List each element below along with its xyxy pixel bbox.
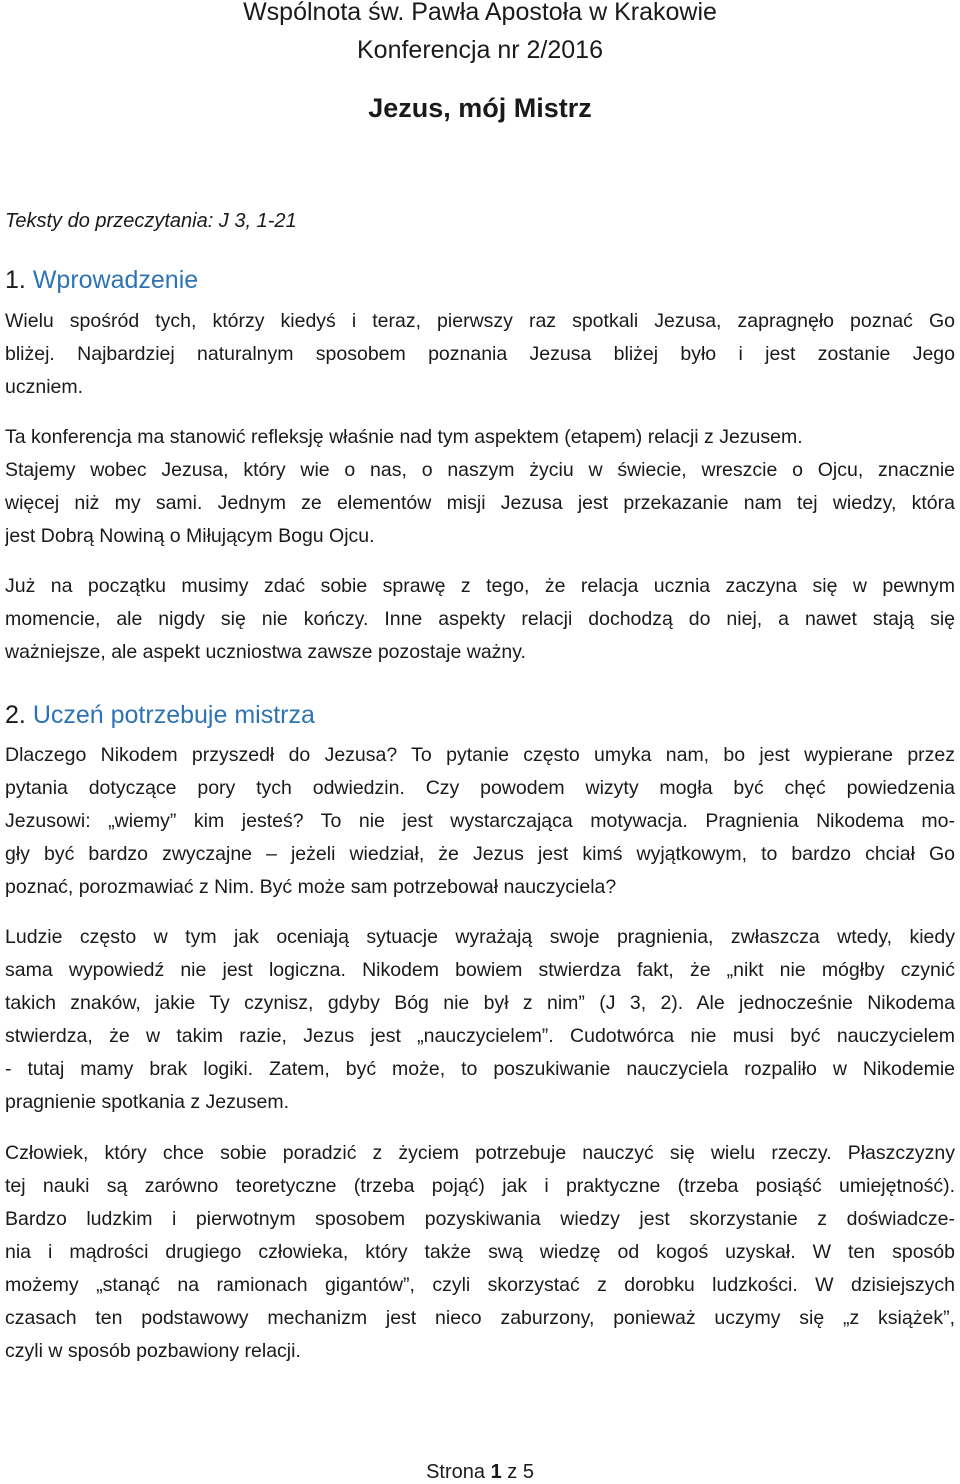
community-name: Wspólnota św. Pawła Apostoła w Krakowie [243,0,717,26]
text-line: momencie, ale nigdy się nie kończy. Inne aspekty relacji dochodzą do niej, a nawet stają się [5,608,955,630]
text-line: Dlaczego Nikodem przyszedł do Jezusa? To pytanie często umyka nam, bo jest wypierane przez [5,744,955,766]
paragraph [5,921,955,1119]
page-separator: z [507,1461,518,1483]
text-line: Wielu spośród tych, którzy kiedyś i teraz, pierwszy raz spotkali Jezusa, zapragnęło poznać Go [5,310,955,332]
text-line: takich znaków, jakie Ty czynisz, gdyby Bóg nie był z nim” (J 3, 2). Ale jednocześnie Nikodema [5,992,955,1014]
page-label: Strona [426,1461,485,1483]
text-line: Ludzie często w tym jak oceniają sytuacje wyrażają swoje pragnienia, zwłaszcza wtedy, kiedy [5,926,955,948]
total-pages: 5 [522,1461,534,1483]
text-line: sama wypowiedź nie jest logiczna. Nikodem bowiem stwierdza fakt, że „nikt nie mógłby czynić [5,959,955,981]
paragraph [5,421,955,553]
conference-number: Konferencja nr 2/2016 [356,36,603,64]
text-line: tej nauki są zarówno teoretyczne (trzeba pojąć) jak i praktyczne (trzeba posiąść umiejętność). [5,1175,955,1197]
current-page-number: 1 [490,1461,502,1483]
text-line: jest Dobrą Nowiną o Miłującym Bogu Ojcu. [5,525,375,547]
document-page [5,0,955,1484]
text-line: pytania dotyczące pory tych odwiedzin. Czy powodem wizyty mogła być chęć powiedzenia [5,777,955,799]
text-line: Bardzo ludzkim i pierwotnym sposobem pozyskiwania wiedzy jest skorzystanie z doświadcze- [5,1208,955,1230]
paragraph [5,1137,955,1368]
section-number: 1. [5,266,26,294]
text-line: uczniem. [5,376,84,398]
section-title: Uczeń potrzebuje mistrza [32,701,315,729]
section-heading-1 [5,265,198,295]
text-line: stwierdza, że w takim razie, Jezus jest „nauczycielem”. Cudotwórca nie musi być nauczycielem [5,1025,955,1047]
text-line: Stajemy wobec Jezusa, który wie o nas, o naszym życiu w świecie, wreszcie o Ojcu, znacznie [5,459,955,481]
text-line: ważniejsze, ale aspekt uczniostwa zawsze pozostaje ważny. [5,641,526,663]
section-title: Wprowadzenie [32,266,199,294]
readings-reference: Teksty do przeczytania: J 3, 1-21 [5,210,297,232]
paragraph [5,305,955,404]
text-line: możemy „stanąć na ramionach gigantów”, czyli skorzystać z dorobku ludzkości. W dzisiejszych [5,1274,955,1296]
text-line: bliżej. Najbardziej naturalnym sposobem poznania Jezusa bliżej było i jest zostanie Jego [5,343,955,365]
text-line: Już na początku musimy zdać sobie sprawę z tego, że relacja ucznia zaczyna się w pewnym [5,575,955,597]
section-number: 2. [5,701,26,729]
document-title: Jezus, mój Mistrz [368,93,592,123]
paragraph [5,739,955,904]
text-line: czyli w sposób pozbawiony relacji. [5,1340,301,1362]
text-line: pragnienie spotkania z Jezusem. [5,1091,289,1113]
paragraph [5,570,955,669]
text-line: Człowiek, który chce sobie poradzić z życiem potrzebuje nauczyć się wielu rzeczy. Płaszczyzny [5,1142,955,1164]
text-line: - tutaj mamy brak logiki. Zatem, być może, to poszukiwanie nauczyciela rozpaliło w Nikodemie [5,1058,955,1080]
text-line: nia i mądrości drugiego człowieka, który także swą wiedzę od kogoś uzyskał. W ten sposób [5,1241,955,1263]
page-footer [5,1460,955,1484]
text-line: Ta konferencja ma stanowić refleksję właśnie nad tym aspektem (etapem) relacji z Jezusem. [5,426,803,448]
text-line: Jezusowi: „wiemy” kim jesteś? To nie jest wystarczająca motywacja. Pragnienia Nikodema mo- [5,810,955,832]
text-line: czasach ten podstawowy mechanizm jest nieco zaburzony, ponieważ uczymy się „z książek”, [5,1307,955,1329]
section-heading-2 [5,700,315,730]
text-line: więcej niż my sami. Jednym ze elementów misji Jezusa jest przekazanie nam tej wiedzy, która [5,492,955,514]
text-line: poznać, porozmawiać z Nim. Być może sam potrzebował nauczyciela? [5,876,617,898]
text-line: gły być bardzo zwyczajne – jeżeli wiedział, że Jezus jest kimś wyjątkowym, to bardzo chciał Go [5,843,955,865]
